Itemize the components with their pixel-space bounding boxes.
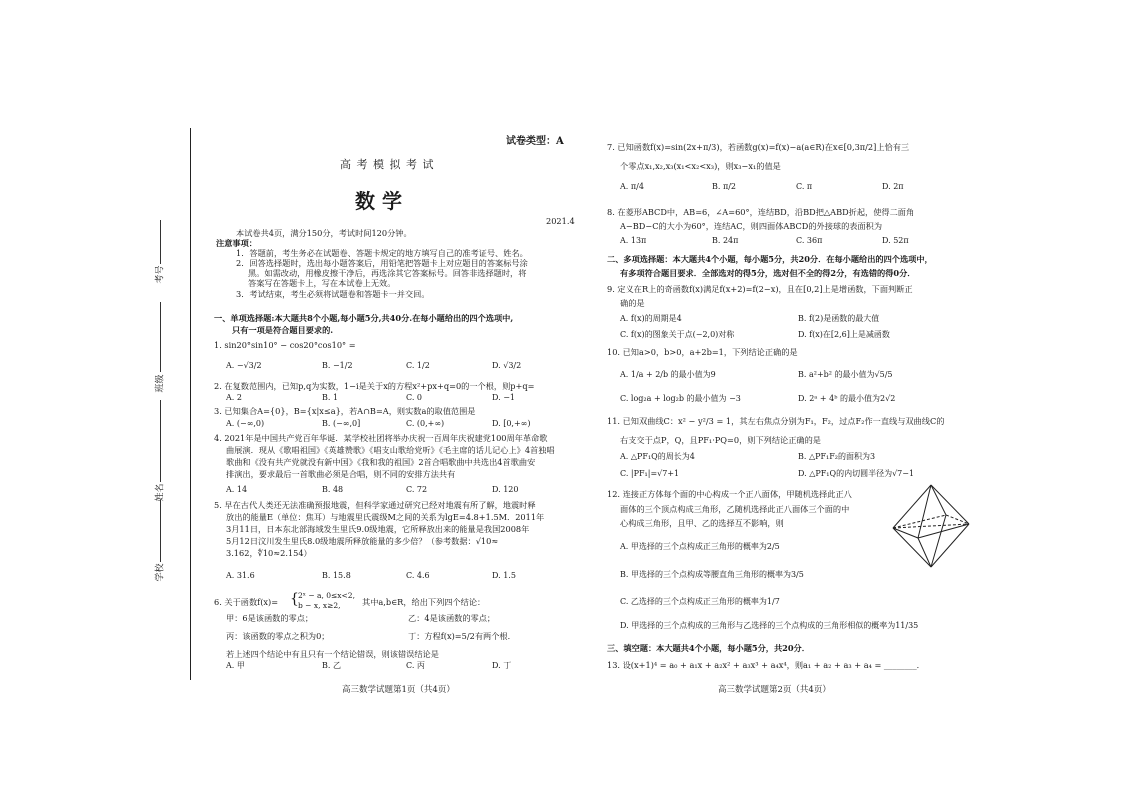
- q3-option-a: A. (−∞,0): [226, 419, 265, 428]
- q1-option-a: A. −√3/2: [226, 361, 262, 370]
- binding-line: [190, 128, 191, 680]
- q12-option-c: C. 乙选择的三个点构成正三角形的概率为1/7: [620, 597, 780, 606]
- q9-option-c: C. f(x)的图象关于点(−2,0)对称: [620, 330, 735, 339]
- q4-option-c: C. 72: [406, 485, 428, 494]
- paper-type: 试卷类型：A: [506, 136, 564, 147]
- notice-line: 答案写在答题卡上，写在本试卷上无效。: [248, 278, 396, 288]
- q9-option-b: B. f(2)是函数的最大值: [798, 314, 880, 323]
- section2-title-cont: 有多项符合题目要求．全部选对的得5分，选对但不全的得2分，有选错的得0分．: [620, 268, 916, 278]
- q12-line: 面体的三个顶点构成三角形，乙随机选择此正八面体三个面的中: [620, 504, 850, 514]
- q1-option-c: C. 1/2: [406, 361, 430, 370]
- q6-piecewise-brace: {: [290, 591, 299, 607]
- q6-claim-ding: 丁：方程f(x)=5/2有两个根．: [408, 631, 516, 641]
- q7-option-b: B. π/2: [712, 182, 737, 191]
- binding-label-xuexiao: 学校: [155, 563, 166, 582]
- q12-option-d: D. 甲选择的三个点构成的三角形与乙选择的三个点构成的三角形相似的概率为11/35: [620, 621, 919, 630]
- q10-option-b: B. a²+b² 的最小值为√5/5: [798, 370, 893, 379]
- q10-option-d: D. 2ᵃ + 4ᵇ 的最小值为2√2: [798, 394, 896, 403]
- q4-option-d: D. 120: [492, 485, 519, 494]
- q7-line: 个零点x₁,x₂,x₃(x₁<x₂<x₃)，则x₃−x₁的值是: [620, 161, 781, 171]
- q7-option-c: C. π: [796, 182, 813, 191]
- q12-option-a: A. 甲选择的三个点构成正三角形的概率为2/5: [620, 542, 780, 551]
- q10-stem: 10. 已知a>0，b>0，a+2b=1，下列结论正确的是: [607, 347, 798, 357]
- q5-line: 放出的能量E（单位：焦耳）与地震里氏震级M之间的关系为lgE=4.8+1.5M．2011年: [226, 512, 545, 522]
- q8-option-a: A. 13π: [620, 236, 647, 245]
- q7-option-a: A. π/4: [620, 182, 644, 191]
- q8-option-c: C. 36π: [796, 236, 823, 245]
- q11-option-c: C. |PF₁|=√7+1: [620, 469, 680, 478]
- binding-label-kaohao: 考号: [155, 265, 166, 284]
- exam-date: 2021.4: [546, 216, 575, 226]
- q9-option-a: A. f(x)的周期是4: [620, 314, 682, 323]
- q5-option-b: B. 15.8: [322, 571, 351, 580]
- q4-line: 排演出，要求最后一首歌曲必须是合唱，则不同的安排方法共有: [226, 469, 456, 479]
- q6-claim-bing: 丙：该函数的零点之积为0；: [226, 631, 330, 641]
- q6-option-d: D. 丁: [492, 661, 512, 670]
- q10-option-a: A. 1/a + 2/b 的最小值为9: [620, 370, 716, 379]
- q11-option-d: D. △PF₁Q的内切圆半径为√7−1: [798, 469, 915, 478]
- section1-title: 一、单项选择题:本大题共8个小题,每小题5分,共40分.在每小题给出的四个选项中,: [214, 313, 514, 323]
- q12-line: 心构成三角形，且甲、乙的选择互不影响，则: [620, 518, 784, 528]
- q7-option-d: D. 2π: [882, 182, 904, 191]
- q2-stem: 2. 在复数范围内，已知p,q为实数，1−i是关于x的方程x²+px+q=0的一个根，则p+q=: [214, 381, 535, 391]
- q2-option-c: C. 0: [406, 393, 423, 402]
- q6-claim-jia: 甲：6是该函数的零点；: [226, 613, 314, 623]
- q3-stem: 3. 已知集合A={0}，B={x|x≤a}，若A∩B=A，则实数a的取值范围是: [214, 406, 476, 416]
- q1-stem: 1. sin20°sin10° − cos20°cos10° =: [214, 340, 356, 350]
- q11-option-a: A. △PF₁Q的周长为4: [620, 452, 695, 461]
- left-page-footer: 高三数学试题第1页（共4页）: [342, 685, 455, 695]
- notice-line: 1．答题前，考生务必在试题卷、答题卡规定的地方填写自己的准考证号、姓名。: [236, 248, 528, 258]
- q6-option-b: B. 乙: [322, 661, 341, 670]
- q11-line: 11. 已知双曲线C：x² − y²/3 = 1，其左右焦点分别为F₁，F₂，过点F₂作一直线与双曲线C的: [607, 416, 945, 426]
- q8-option-d: D. 52π: [882, 236, 909, 245]
- q7-line: 7. 已知函数f(x)=sin(2x+π/3)，若函数g(x)=f(x)−a(a∈R)在x∈[0,3π/2]上恰有三: [607, 142, 910, 152]
- q8-option-b: B. 24π: [712, 236, 739, 245]
- notice-line: 2．回答选择题时，选出每小题答案后，用铅笔把答题卡上对应题目的答案标号涂: [236, 258, 528, 268]
- section3-title: 三、填空题：本大题共4个小题，每小题5分，共20分．: [607, 643, 810, 653]
- section2-title: 二、多项选择题：本大题共4个小题，每小题5分，共20分．在每小题给出的四个选项中，: [607, 254, 933, 264]
- q1-option-b: B. −1/2: [322, 361, 353, 370]
- q9-option-d: D. f(x)在[2,6]上是减函数: [798, 330, 890, 339]
- q6-tail: 若上述四个结论中有且只有一个结论错误，则该错误结论是: [226, 649, 439, 659]
- q12-option-b: B. 甲选择的三个点构成等腰直角三角形的概率为3/5: [620, 570, 804, 579]
- q10-option-c: C. log₂a + log₂b 的最小值为 −3: [620, 394, 741, 403]
- fill-line-banji: [160, 302, 161, 372]
- q3-option-d: D. [0,+∞): [492, 419, 531, 428]
- right-page-footer: 高三数学试题第2页（共4页）: [718, 685, 831, 695]
- q6-stem: 6. 关于函数f(x)=: [214, 597, 279, 607]
- binding-label-xingming: 姓名: [155, 483, 166, 502]
- q4-line: 曲展演．现从《歌唱祖国》《英雄赞歌》《唱支山歌给党听》《毛主席的话儿记心上》4首独唱: [226, 445, 555, 455]
- subject-title: 数 学: [355, 189, 402, 213]
- notice-title: 注意事项：: [216, 238, 257, 248]
- binding-label-banji: 班级: [155, 374, 166, 393]
- q13-stem: 13. 设(x+1)⁴ = a₀ + a₁x + a₂x² + a₃x³ + a₄x⁴，则a₁ + a₂ + a₃ + a₄ = ________．: [607, 660, 925, 670]
- fill-line-xingming: [160, 400, 161, 482]
- q6-claim-yi: 乙：4是该函数的零点；: [408, 613, 496, 623]
- q9-line: 确的是: [620, 298, 645, 308]
- q6-option-a: A. 甲: [226, 661, 245, 670]
- q12-line: 12. 连接正方体每个面的中心构成一个正八面体，甲随机选择此正八: [607, 489, 852, 499]
- fill-line-xuexiao: [160, 500, 161, 562]
- q5-line: 5月12日汶川发生里氏8.0级地震所释放能量的多少倍？（参考数据：√10≈: [226, 536, 499, 546]
- q3-option-b: B. (−∞,0]: [322, 419, 361, 428]
- q5-option-d: D. 1.5: [492, 571, 516, 580]
- q5-line: 5. 早在古代人类还无法准确预报地震，但科学家通过研究已经对地震有所了解，地震时释: [214, 500, 536, 510]
- q11-line: 右支交于点P，Q，且PF₁·PQ=0，则下列结论正确的是: [620, 435, 821, 445]
- q5-line: 3.162，∜10≈2.154）: [226, 548, 312, 558]
- q4-line: 4. 2021年是中国共产党百年华诞．某学校社团将举办庆祝一百周年庆祝建党100周年革命歌: [214, 433, 548, 443]
- q2-option-b: B. 1: [322, 393, 339, 402]
- q8-line: 8. 在菱形ABCD中，AB=6，∠A=60°，连结BD，沿BD把△ABD折起，使得二面角: [607, 207, 915, 217]
- q8-line: A−BD−C的大小为60°，连结AC，则四面体ABCD的外接球的表面积为: [620, 221, 883, 231]
- octahedron-figure: [890, 482, 972, 570]
- q1-option-d: D. √3/2: [492, 361, 522, 370]
- q4-line: 歌曲和《没有共产党就没有新中国》《我和我的祖国》2首合唱歌曲中共选出4首歌曲安: [226, 457, 536, 467]
- q5-option-c: C. 4.6: [406, 571, 430, 580]
- q2-option-d: D. −1: [492, 393, 516, 402]
- q6-piece-1: 2ˣ − a, 0≤x<2,: [298, 591, 355, 600]
- intro-text: 本试卷共4页，满分150分，考试时间120分钟。: [236, 228, 412, 238]
- q5-line: 3月11日，日本东北部海域发生里氏9.0级地震，它所释放出来的能量是我国2008年: [226, 524, 530, 534]
- q4-option-b: B. 48: [322, 485, 344, 494]
- q4-option-a: A. 14: [226, 485, 248, 494]
- q5-option-a: A. 31.6: [226, 571, 255, 580]
- q6-option-c: C. 丙: [406, 661, 425, 670]
- notice-line: 黑。如需改动，用橡皮擦干净后，再选涂其它答案标号。回答非选择题时，将: [248, 268, 527, 278]
- section1-title-cont: 只有一项是符合题目要求的.: [232, 325, 334, 335]
- fill-line-kaohao: [160, 220, 161, 264]
- q9-line: 9. 定义在R上的奇函数f(x)满足f(x+2)=f(2−x)，且在[0,2]上是增函数，下面判断正: [607, 284, 913, 294]
- q2-option-a: A. 2: [226, 393, 242, 402]
- q6-piece-2: b − x, x≥2,: [298, 601, 341, 610]
- q11-option-b: B. △PF₁F₂的面积为3: [798, 452, 876, 461]
- exam-title: 高 考 模 拟 考 试: [340, 158, 435, 171]
- q6-stem-tail: 其中a,b∈R，给出下列四个结论：: [362, 597, 486, 607]
- notice-line: 3．考试结束，考生必须将试题卷和答题卡一并交回。: [236, 289, 430, 299]
- q3-option-c: C. (0,+∞): [406, 419, 445, 428]
